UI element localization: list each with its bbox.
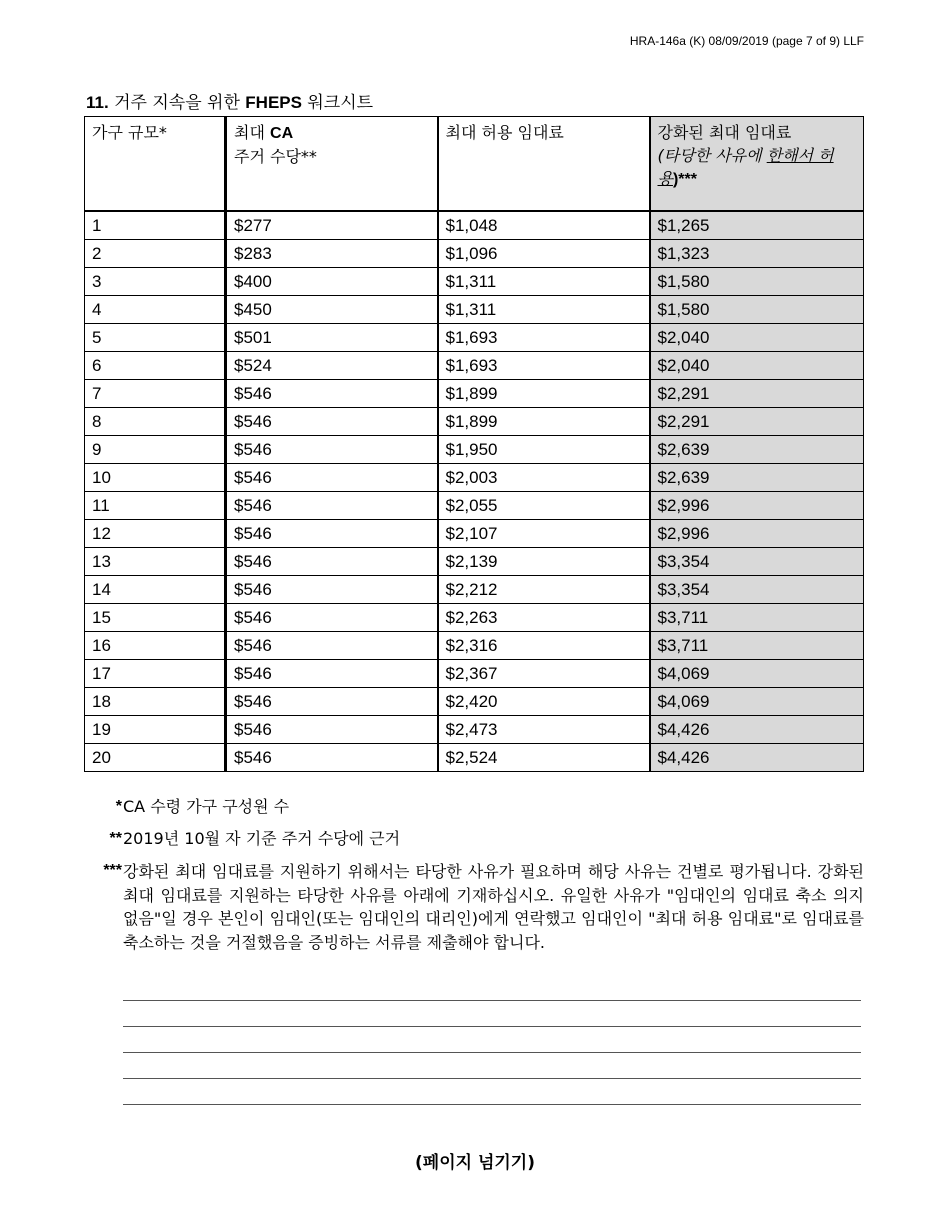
cell-household-size: 7 xyxy=(85,380,226,408)
cell-enhanced-max-rent: $3,711 xyxy=(650,604,864,632)
cell-ca-shelter-allowance: $546 xyxy=(226,464,438,492)
cell-enhanced-max-rent: $1,580 xyxy=(650,296,864,324)
cell-ca-shelter-allowance: $501 xyxy=(226,324,438,352)
cell-max-allowable-rent: $2,420 xyxy=(438,688,650,716)
cell-max-allowable-rent: $2,263 xyxy=(438,604,650,632)
table-row xyxy=(85,744,864,772)
cell-max-allowable-rent: $2,316 xyxy=(438,632,650,660)
cell-household-size: 17 xyxy=(85,660,226,688)
table-row xyxy=(85,660,864,688)
cell-ca-shelter-allowance: $400 xyxy=(226,268,438,296)
section-number: 11. xyxy=(86,93,109,112)
table-row xyxy=(85,436,864,464)
table-row xyxy=(85,520,864,548)
footnote-text: 2019년 10월 자 기준 주거 수당에 근거 xyxy=(123,829,401,848)
cell-enhanced-max-rent: $2,639 xyxy=(650,436,864,464)
cell-household-size: 5 xyxy=(85,324,226,352)
cell-household-size: 9 xyxy=(85,436,226,464)
write-in-line[interactable] xyxy=(123,1078,861,1079)
table-row xyxy=(85,352,864,380)
table-row xyxy=(85,296,864,324)
cell-household-size: 4 xyxy=(85,296,226,324)
cell-max-allowable-rent: $1,048 xyxy=(438,211,650,240)
cell-household-size: 10 xyxy=(85,464,226,492)
cell-enhanced-max-rent: $4,069 xyxy=(650,688,864,716)
cell-max-allowable-rent: $2,524 xyxy=(438,744,650,772)
cell-ca-shelter-allowance: $546 xyxy=(226,660,438,688)
cell-household-size: 12 xyxy=(85,520,226,548)
footnote-text: 강화된 최대 임대료를 지원하기 위해서는 타당한 사유가 필요하며 해당 사유는 건별로 평가됩니다. 강화된 최대 임대료를 지원하는 타당한 사유를 아래에 기재하십시오. 유일한 사유가 "임대인의 임대료 축소 의지 없음"일 경우 본인이 임대인(또는 임대인의 대리인)에게 연락했고 임대인이 "최대 허용 임대료"로 임대료를 축소하는 것을 거절했음을 증빙하는 서류를 제출해야 합니다. xyxy=(123,862,864,952)
cell-enhanced-max-rent: $2,291 xyxy=(650,380,864,408)
cell-enhanced-max-rent: $3,354 xyxy=(650,576,864,604)
cell-ca-shelter-allowance: $283 xyxy=(226,240,438,268)
cell-ca-shelter-allowance: $546 xyxy=(226,492,438,520)
cell-max-allowable-rent: $1,311 xyxy=(438,268,650,296)
footnote-triple-star xyxy=(86,860,864,954)
footnote-mark: *** xyxy=(103,862,122,879)
cell-max-allowable-rent: $1,693 xyxy=(438,324,650,352)
cell-enhanced-max-rent: $1,265 xyxy=(650,211,864,240)
cell-ca-shelter-allowance: $546 xyxy=(226,576,438,604)
cell-enhanced-max-rent: $2,291 xyxy=(650,408,864,436)
cell-enhanced-max-rent: $2,996 xyxy=(650,520,864,548)
cell-household-size: 20 xyxy=(85,744,226,772)
cell-ca-shelter-allowance: $546 xyxy=(226,716,438,744)
footnote-double-star xyxy=(86,828,864,850)
cell-enhanced-max-rent: $1,323 xyxy=(650,240,864,268)
section-title-pre: 거주 지속을 위한 xyxy=(114,93,240,113)
cell-max-allowable-rent: $2,003 xyxy=(438,464,650,492)
section-title-bold: FHEPS xyxy=(245,93,302,112)
table-row xyxy=(85,324,864,352)
cell-max-allowable-rent: $1,899 xyxy=(438,380,650,408)
footnote-text: CA 수령 가구 구성원 수 xyxy=(123,797,290,816)
cell-max-allowable-rent: $2,107 xyxy=(438,520,650,548)
cell-max-allowable-rent: $1,950 xyxy=(438,436,650,464)
cell-household-size: 15 xyxy=(85,604,226,632)
cell-household-size: 18 xyxy=(85,688,226,716)
table-row xyxy=(85,408,864,436)
cell-enhanced-max-rent: $3,711 xyxy=(650,632,864,660)
cell-household-size: 6 xyxy=(85,352,226,380)
cell-max-allowable-rent: $2,212 xyxy=(438,576,650,604)
header-household-size: 가구 규모* xyxy=(85,117,226,212)
cell-household-size: 14 xyxy=(85,576,226,604)
cell-ca-shelter-allowance: $546 xyxy=(226,408,438,436)
table-row xyxy=(85,604,864,632)
cell-ca-shelter-allowance: $277 xyxy=(226,211,438,240)
cell-max-allowable-rent: $1,693 xyxy=(438,352,650,380)
header-max-ca-shelter-allowance: 최대 CA 주거 수당** xyxy=(226,117,438,212)
next-page-note: (페이지 넘기기) xyxy=(415,1153,535,1173)
cell-max-allowable-rent: $1,096 xyxy=(438,240,650,268)
table-row xyxy=(85,716,864,744)
cell-household-size: 2 xyxy=(85,240,226,268)
header-max-allowable-rent: 최대 허용 임대료 xyxy=(438,117,650,212)
table-row xyxy=(85,548,864,576)
cell-ca-shelter-allowance: $546 xyxy=(226,548,438,576)
cell-enhanced-max-rent: $2,040 xyxy=(650,324,864,352)
table-row xyxy=(85,380,864,408)
cell-ca-shelter-allowance: $524 xyxy=(226,352,438,380)
cell-enhanced-max-rent: $4,426 xyxy=(650,744,864,772)
cell-enhanced-max-rent: $1,580 xyxy=(650,268,864,296)
cell-ca-shelter-allowance: $546 xyxy=(226,604,438,632)
table-row xyxy=(85,268,864,296)
cell-max-allowable-rent: $2,367 xyxy=(438,660,650,688)
section-title xyxy=(86,88,373,113)
fheps-rent-table xyxy=(84,116,864,772)
cell-max-allowable-rent: $2,473 xyxy=(438,716,650,744)
table-header-row xyxy=(85,117,864,212)
cell-ca-shelter-allowance: $546 xyxy=(226,380,438,408)
cell-enhanced-max-rent: $3,354 xyxy=(650,548,864,576)
write-in-line[interactable] xyxy=(123,1104,861,1105)
cell-household-size: 11 xyxy=(85,492,226,520)
table-row xyxy=(85,464,864,492)
write-in-line[interactable] xyxy=(123,1000,861,1001)
footnote-mark: ** xyxy=(109,830,122,847)
table-row xyxy=(85,211,864,240)
cell-max-allowable-rent: $2,055 xyxy=(438,492,650,520)
write-in-line[interactable] xyxy=(123,1026,861,1027)
form-reference: HRA-146a (K) 08/09/2019 (page 7 of 9) LLF xyxy=(629,34,864,48)
cell-ca-shelter-allowance: $546 xyxy=(226,520,438,548)
table-row xyxy=(85,492,864,520)
cell-max-allowable-rent: $2,139 xyxy=(438,548,650,576)
cell-ca-shelter-allowance: $546 xyxy=(226,436,438,464)
cell-household-size: 3 xyxy=(85,268,226,296)
cell-max-allowable-rent: $1,311 xyxy=(438,296,650,324)
section-title-post: 워크시트 xyxy=(307,93,374,113)
footnote-mark: * xyxy=(115,798,122,815)
table-row xyxy=(85,632,864,660)
cell-household-size: 1 xyxy=(85,211,226,240)
cell-ca-shelter-allowance: $546 xyxy=(226,632,438,660)
justification-write-in-area[interactable] xyxy=(123,1000,861,1130)
cell-enhanced-max-rent: $2,996 xyxy=(650,492,864,520)
table-row xyxy=(85,576,864,604)
table-row xyxy=(85,240,864,268)
cell-household-size: 8 xyxy=(85,408,226,436)
cell-max-allowable-rent: $1,899 xyxy=(438,408,650,436)
cell-enhanced-max-rent: $2,040 xyxy=(650,352,864,380)
table-body xyxy=(85,211,864,772)
cell-enhanced-max-rent: $4,069 xyxy=(650,660,864,688)
cell-household-size: 19 xyxy=(85,716,226,744)
cell-ca-shelter-allowance: $546 xyxy=(226,688,438,716)
cell-ca-shelter-allowance: $450 xyxy=(226,296,438,324)
cell-ca-shelter-allowance: $546 xyxy=(226,744,438,772)
cell-household-size: 16 xyxy=(85,632,226,660)
footnote-single-star xyxy=(86,796,864,818)
cell-enhanced-max-rent: $4,426 xyxy=(650,716,864,744)
cell-enhanced-max-rent: $2,639 xyxy=(650,464,864,492)
header-enhanced-max-rent: 강화된 최대 임대료 (타당한 사유에 한해서 허용)*** xyxy=(650,117,864,212)
write-in-line[interactable] xyxy=(123,1052,861,1053)
cell-household-size: 13 xyxy=(85,548,226,576)
table-row xyxy=(85,688,864,716)
